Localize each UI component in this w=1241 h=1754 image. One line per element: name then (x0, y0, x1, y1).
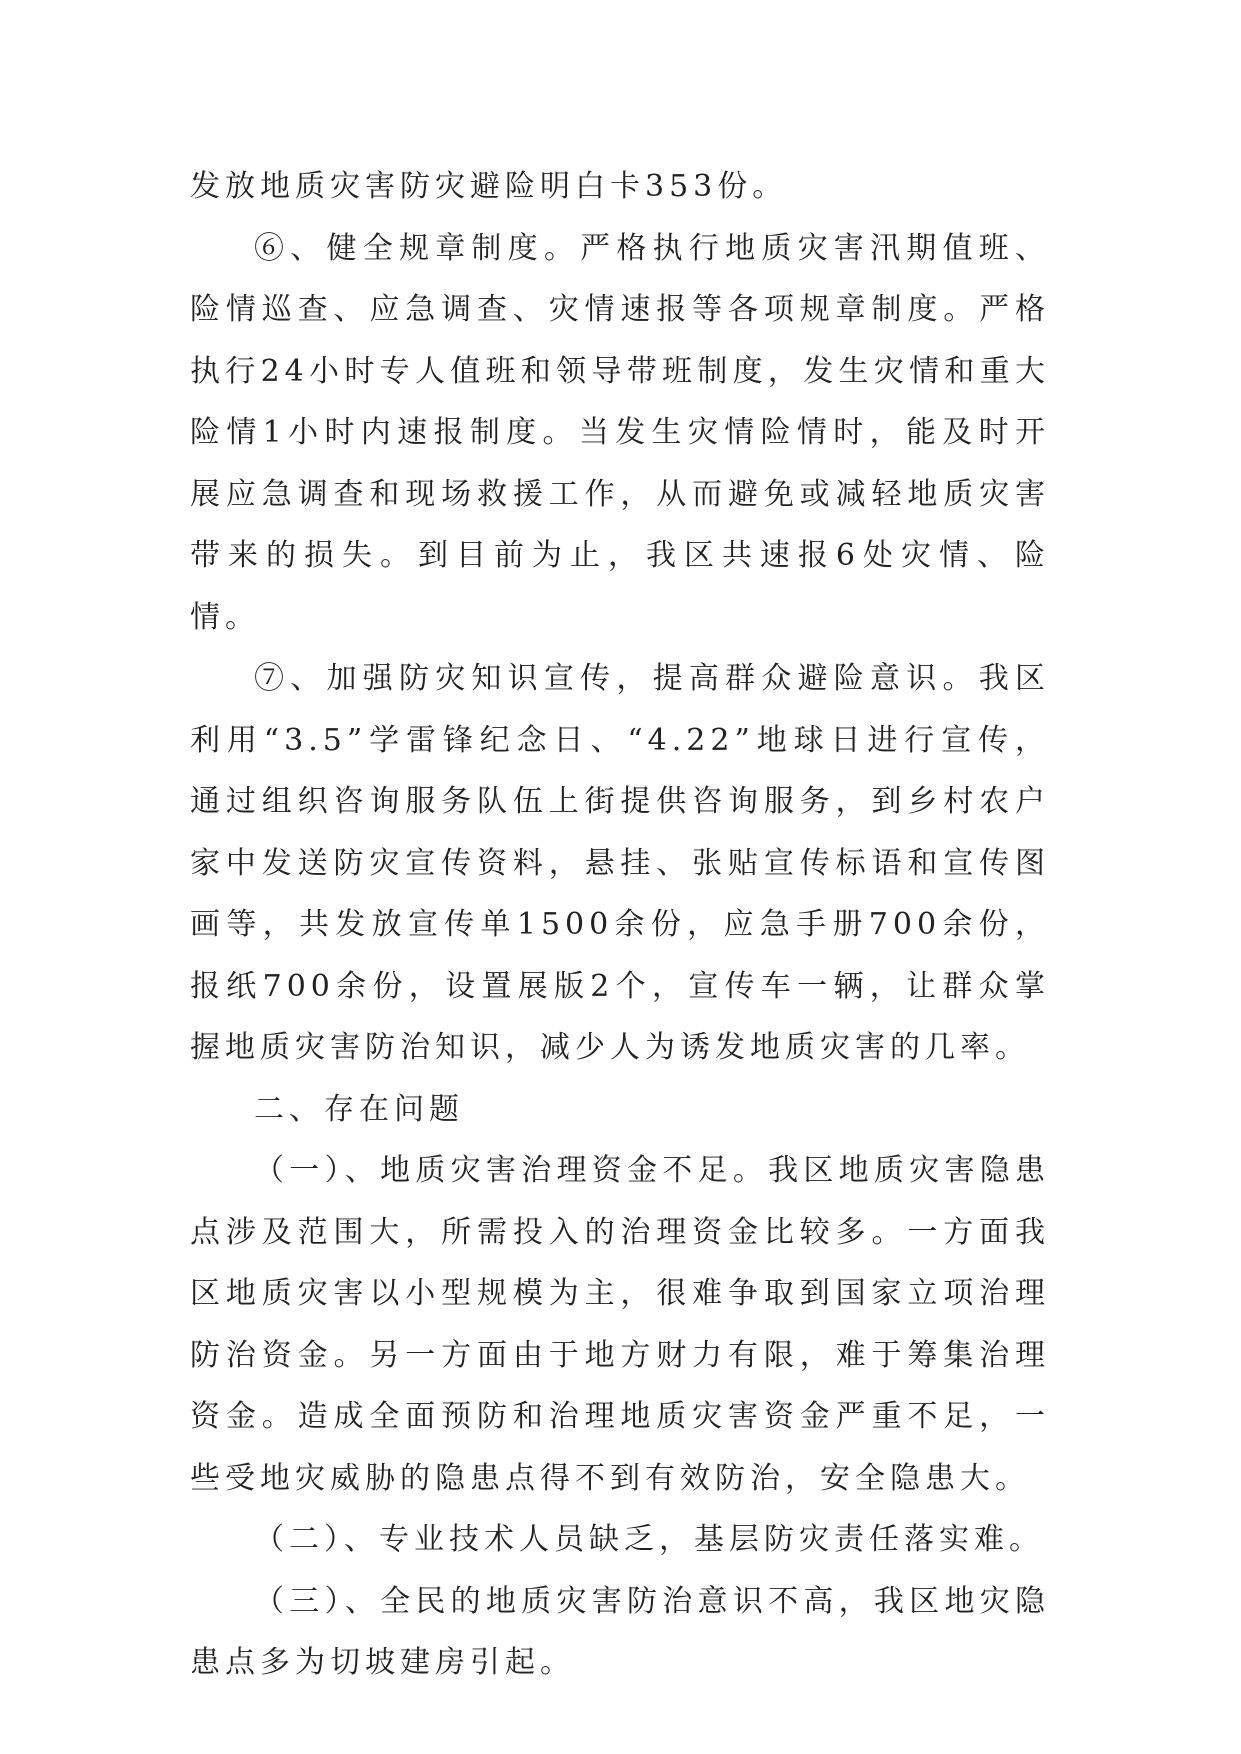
document-body (190, 156, 1050, 1694)
paragraph-continuation: 发放地质灾害防灾避险明白卡353份。 (190, 169, 788, 204)
section-heading-problems: 二、存在问题 (254, 1091, 464, 1127)
paragraph-problem-awareness: （三）、全民的地质灾害防治意识不高，我区地灾隐患点多为切坡建房引起。 (190, 1583, 1050, 1680)
paragraph-problem-staff: （二）、专业技术人员缺乏，基层防灾责任落实难。 (254, 1522, 1044, 1557)
paragraph-publicity: ⑦、加强防灾知识宣传，提高群众避险意识。我区利用“3.5”学雷锋纪念日、“4.22”地球日进行宣传，通过组织咨询服务队伍上街提供咨询服务，到乡村农户家中发送防灾宣传资料，悬挂、张贴宣传标语和宣传图画等，共发放宣传单1500余份，应急手册700余份，报纸700余份，设置展版2个，宣传车一辆，让群众掌握地质灾害防治知识，减少人为诱发地质灾害的几率。 (190, 661, 1050, 1065)
paragraph-problem-funding: （一）、地质灾害治理资金不足。我区地质灾害隐患点涉及范围大，所需投入的治理资金比较多。一方面我区地质灾害以小型规模为主，很难争取到国家立项治理防治资金。另一方面由于地方财力有限，难于筹集治理资金。造成全面预防和治理地质灾害资金严重不足，一些受地灾威胁的隐患点得不到有效防治，安全隐患大。 (190, 1153, 1050, 1496)
paragraph-regulations: ⑥、健全规章制度。严格执行地质灾害汛期值班、险情巡查、应急调查、灾情速报等各项规章制度。严格执行24小时专人值班和领导带班制度，发生灾情和重大险情1小时内速报制度。当发生灾情险情时，能及时开展应急调查和现场救援工作，从而避免或减轻地质灾害带来的损失。到目前为止，我区共速报6处灾情、险情。 (190, 230, 1050, 635)
